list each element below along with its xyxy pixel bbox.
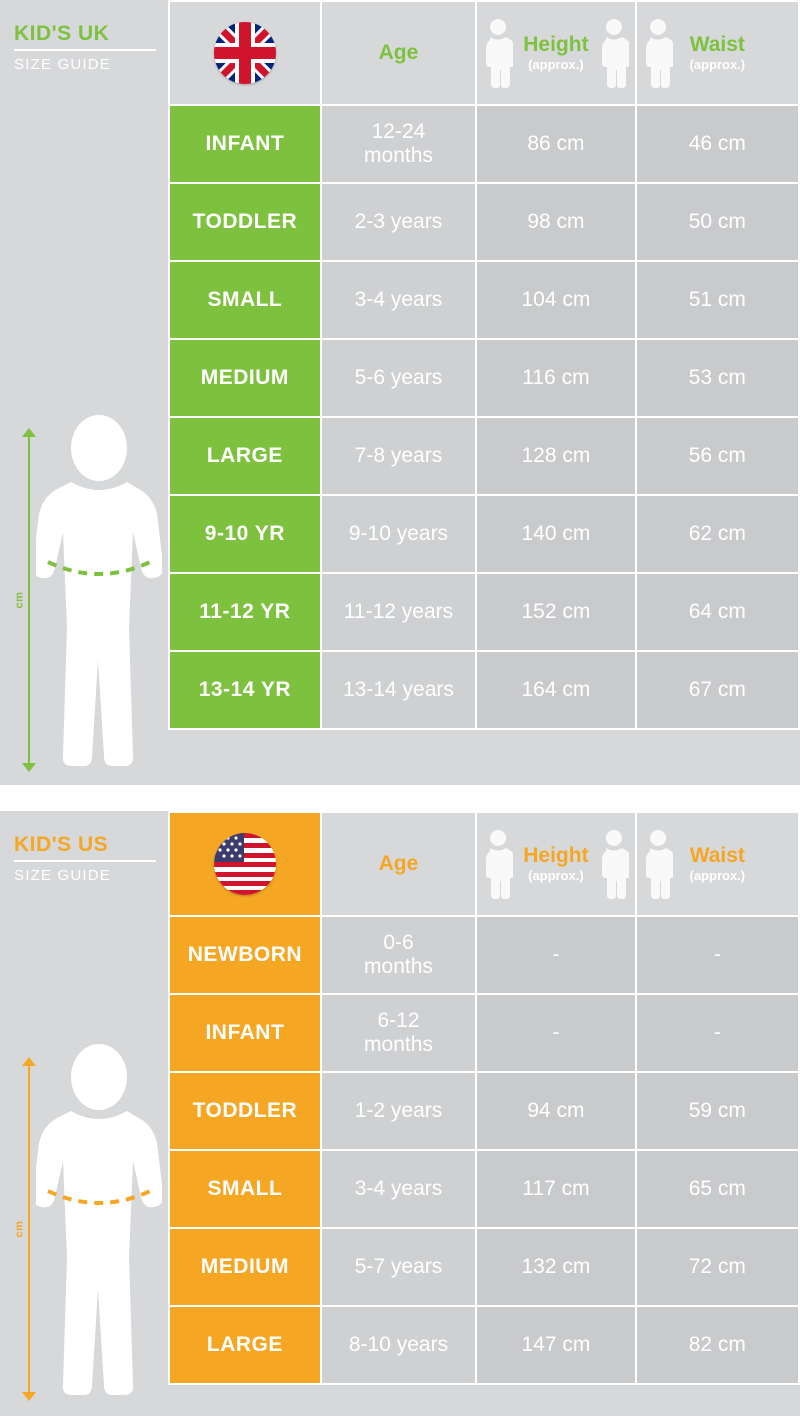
us-flag-icon: [214, 833, 276, 895]
uk-age-4: 7-8 years: [321, 417, 476, 495]
uk-waist-6: 64 cm: [636, 573, 799, 651]
uk-age-5: 9-10 years: [321, 495, 476, 573]
us-size-0: NEWBORN: [169, 916, 321, 994]
uk-brand-subtitle: SIZE GUIDE: [14, 49, 156, 75]
us-age-0-line1: 0-6: [383, 931, 414, 954]
us-header-height-sub: (approx.): [528, 868, 584, 883]
us-size-4: MEDIUM: [169, 1228, 321, 1306]
us-height-0: -: [476, 916, 635, 994]
uk-waist-1: 50 cm: [636, 183, 799, 261]
us-height-3: 117 cm: [476, 1150, 635, 1228]
uk-size-5: 9-10 YR: [169, 495, 321, 573]
uk-waist-3: 53 cm: [636, 339, 799, 417]
person-icon: [643, 829, 673, 901]
table-row: [169, 916, 799, 994]
uk-age-0-line1: 12-24: [371, 120, 426, 143]
child-figure-icon: [36, 1039, 162, 1399]
axis-line: [28, 1065, 30, 1393]
uk-height-3: 116 cm: [476, 339, 635, 417]
uk-age-6: 11-12 years: [321, 573, 476, 651]
uk-size-6: 11-12 YR: [169, 573, 321, 651]
table-row: [169, 495, 799, 573]
us-header-height: [476, 812, 635, 916]
uk-age-7: 13-14 years: [321, 651, 476, 729]
table-row: [169, 417, 799, 495]
uk-flag-cell: [169, 1, 321, 105]
table-row: [169, 651, 799, 729]
uk-age-0: [321, 105, 476, 183]
uk-table-header-row: [169, 1, 799, 105]
us-flag-cell: [169, 812, 321, 916]
us-table-header-row: [169, 812, 799, 916]
uk-age-2: 3-4 years: [321, 261, 476, 339]
table-row: [169, 1228, 799, 1306]
us-header-waist: [636, 812, 799, 916]
us-size-1: INFANT: [169, 994, 321, 1072]
us-header-height-label: Height: [523, 844, 589, 867]
us-height-1: -: [476, 994, 635, 1072]
us-size-5: LARGE: [169, 1306, 321, 1384]
us-header-age-label: Age: [378, 852, 419, 875]
uk-header-height-sub: (approx.): [528, 57, 584, 72]
us-header-waist-label: Waist: [689, 844, 745, 867]
person-icon: [643, 18, 673, 90]
us-age-1-line2: months: [364, 1033, 433, 1056]
axis-line: [28, 436, 30, 764]
uk-size-2: SMALL: [169, 261, 321, 339]
us-height-4: 132 cm: [476, 1228, 635, 1306]
uk-waist-0: 46 cm: [636, 105, 799, 183]
uk-size-0: INFANT: [169, 105, 321, 183]
uk-figure-wrap: [0, 410, 168, 780]
us-waist-3: 65 cm: [636, 1150, 799, 1228]
uk-height-2: 104 cm: [476, 261, 635, 339]
uk-left-column: [0, 0, 168, 785]
uk-size-table: [168, 0, 800, 730]
us-brand-block: [14, 833, 164, 886]
axis-arrow-down-icon: [22, 763, 36, 772]
uk-flag-icon: [214, 22, 276, 84]
us-left-column: [0, 811, 168, 1416]
uk-age-1: 2-3 years: [321, 183, 476, 261]
table-row: [169, 339, 799, 417]
uk-size-7: 13-14 YR: [169, 651, 321, 729]
us-size-guide-panel: [0, 811, 800, 1416]
us-waist-0: -: [636, 916, 799, 994]
us-age-2: 1-2 years: [321, 1072, 476, 1150]
us-waist-2: 59 cm: [636, 1072, 799, 1150]
us-height-2: 94 cm: [476, 1072, 635, 1150]
uk-size-3: MEDIUM: [169, 339, 321, 417]
us-size-3: SMALL: [169, 1150, 321, 1228]
us-size-2: TODDLER: [169, 1072, 321, 1150]
uk-header-waist-label: Waist: [689, 33, 745, 56]
uk-header-waist-sub: (approx.): [689, 57, 746, 72]
us-age-4: 5-7 years: [321, 1228, 476, 1306]
uk-waist-5: 62 cm: [636, 495, 799, 573]
us-waist-5: 82 cm: [636, 1306, 799, 1384]
table-row: [169, 573, 799, 651]
uk-size-4: LARGE: [169, 417, 321, 495]
us-size-table: [168, 811, 800, 1385]
uk-age-0-line2: months: [364, 144, 433, 167]
uk-waist-2: 51 cm: [636, 261, 799, 339]
uk-age-3: 5-6 years: [321, 339, 476, 417]
uk-waist-7: 67 cm: [636, 651, 799, 729]
table-row: [169, 183, 799, 261]
table-row: [169, 994, 799, 1072]
table-row: [169, 105, 799, 183]
uk-header-height: [476, 1, 635, 105]
axis-arrow-down-icon: [22, 1392, 36, 1401]
uk-header-waist: [636, 1, 799, 105]
table-row: [169, 1072, 799, 1150]
uk-size-1: TODDLER: [169, 183, 321, 261]
uk-height-0: 86 cm: [476, 105, 635, 183]
child-figure-icon: [36, 410, 162, 770]
uk-height-5: 140 cm: [476, 495, 635, 573]
table-row: [169, 261, 799, 339]
us-age-5: 8-10 years: [321, 1306, 476, 1384]
us-age-1-line1: 6-12: [377, 1009, 420, 1032]
us-brand-subtitle: SIZE GUIDE: [14, 860, 156, 886]
us-age-1: [321, 994, 476, 1072]
us-figure-wrap: [0, 1039, 168, 1409]
us-brand-title: KID'S US: [14, 833, 109, 856]
table-row: [169, 1306, 799, 1384]
uk-header-age-label: Age: [378, 41, 419, 64]
us-header-waist-sub: (approx.): [689, 868, 746, 883]
uk-waist-4: 56 cm: [636, 417, 799, 495]
uk-header-height-label: Height: [523, 33, 589, 56]
person-icon: [599, 18, 629, 90]
us-waist-4: 72 cm: [636, 1228, 799, 1306]
uk-height-4: 128 cm: [476, 417, 635, 495]
us-age-3: 3-4 years: [321, 1150, 476, 1228]
us-height-5: 147 cm: [476, 1306, 635, 1384]
us-axis-label: cm: [13, 1220, 26, 1238]
uk-header-age: [321, 1, 476, 105]
us-header-age: [321, 812, 476, 916]
uk-height-7: 164 cm: [476, 651, 635, 729]
us-age-0: [321, 916, 476, 994]
uk-axis-label: cm: [13, 591, 26, 609]
uk-brand-block: [14, 22, 164, 75]
us-age-0-line2: months: [364, 955, 433, 978]
uk-height-6: 152 cm: [476, 573, 635, 651]
person-icon: [483, 829, 513, 901]
uk-brand-title: KID'S UK: [14, 22, 110, 45]
us-waist-1: -: [636, 994, 799, 1072]
person-icon: [599, 829, 629, 901]
table-row: [169, 1150, 799, 1228]
uk-height-1: 98 cm: [476, 183, 635, 261]
person-icon: [483, 18, 513, 90]
